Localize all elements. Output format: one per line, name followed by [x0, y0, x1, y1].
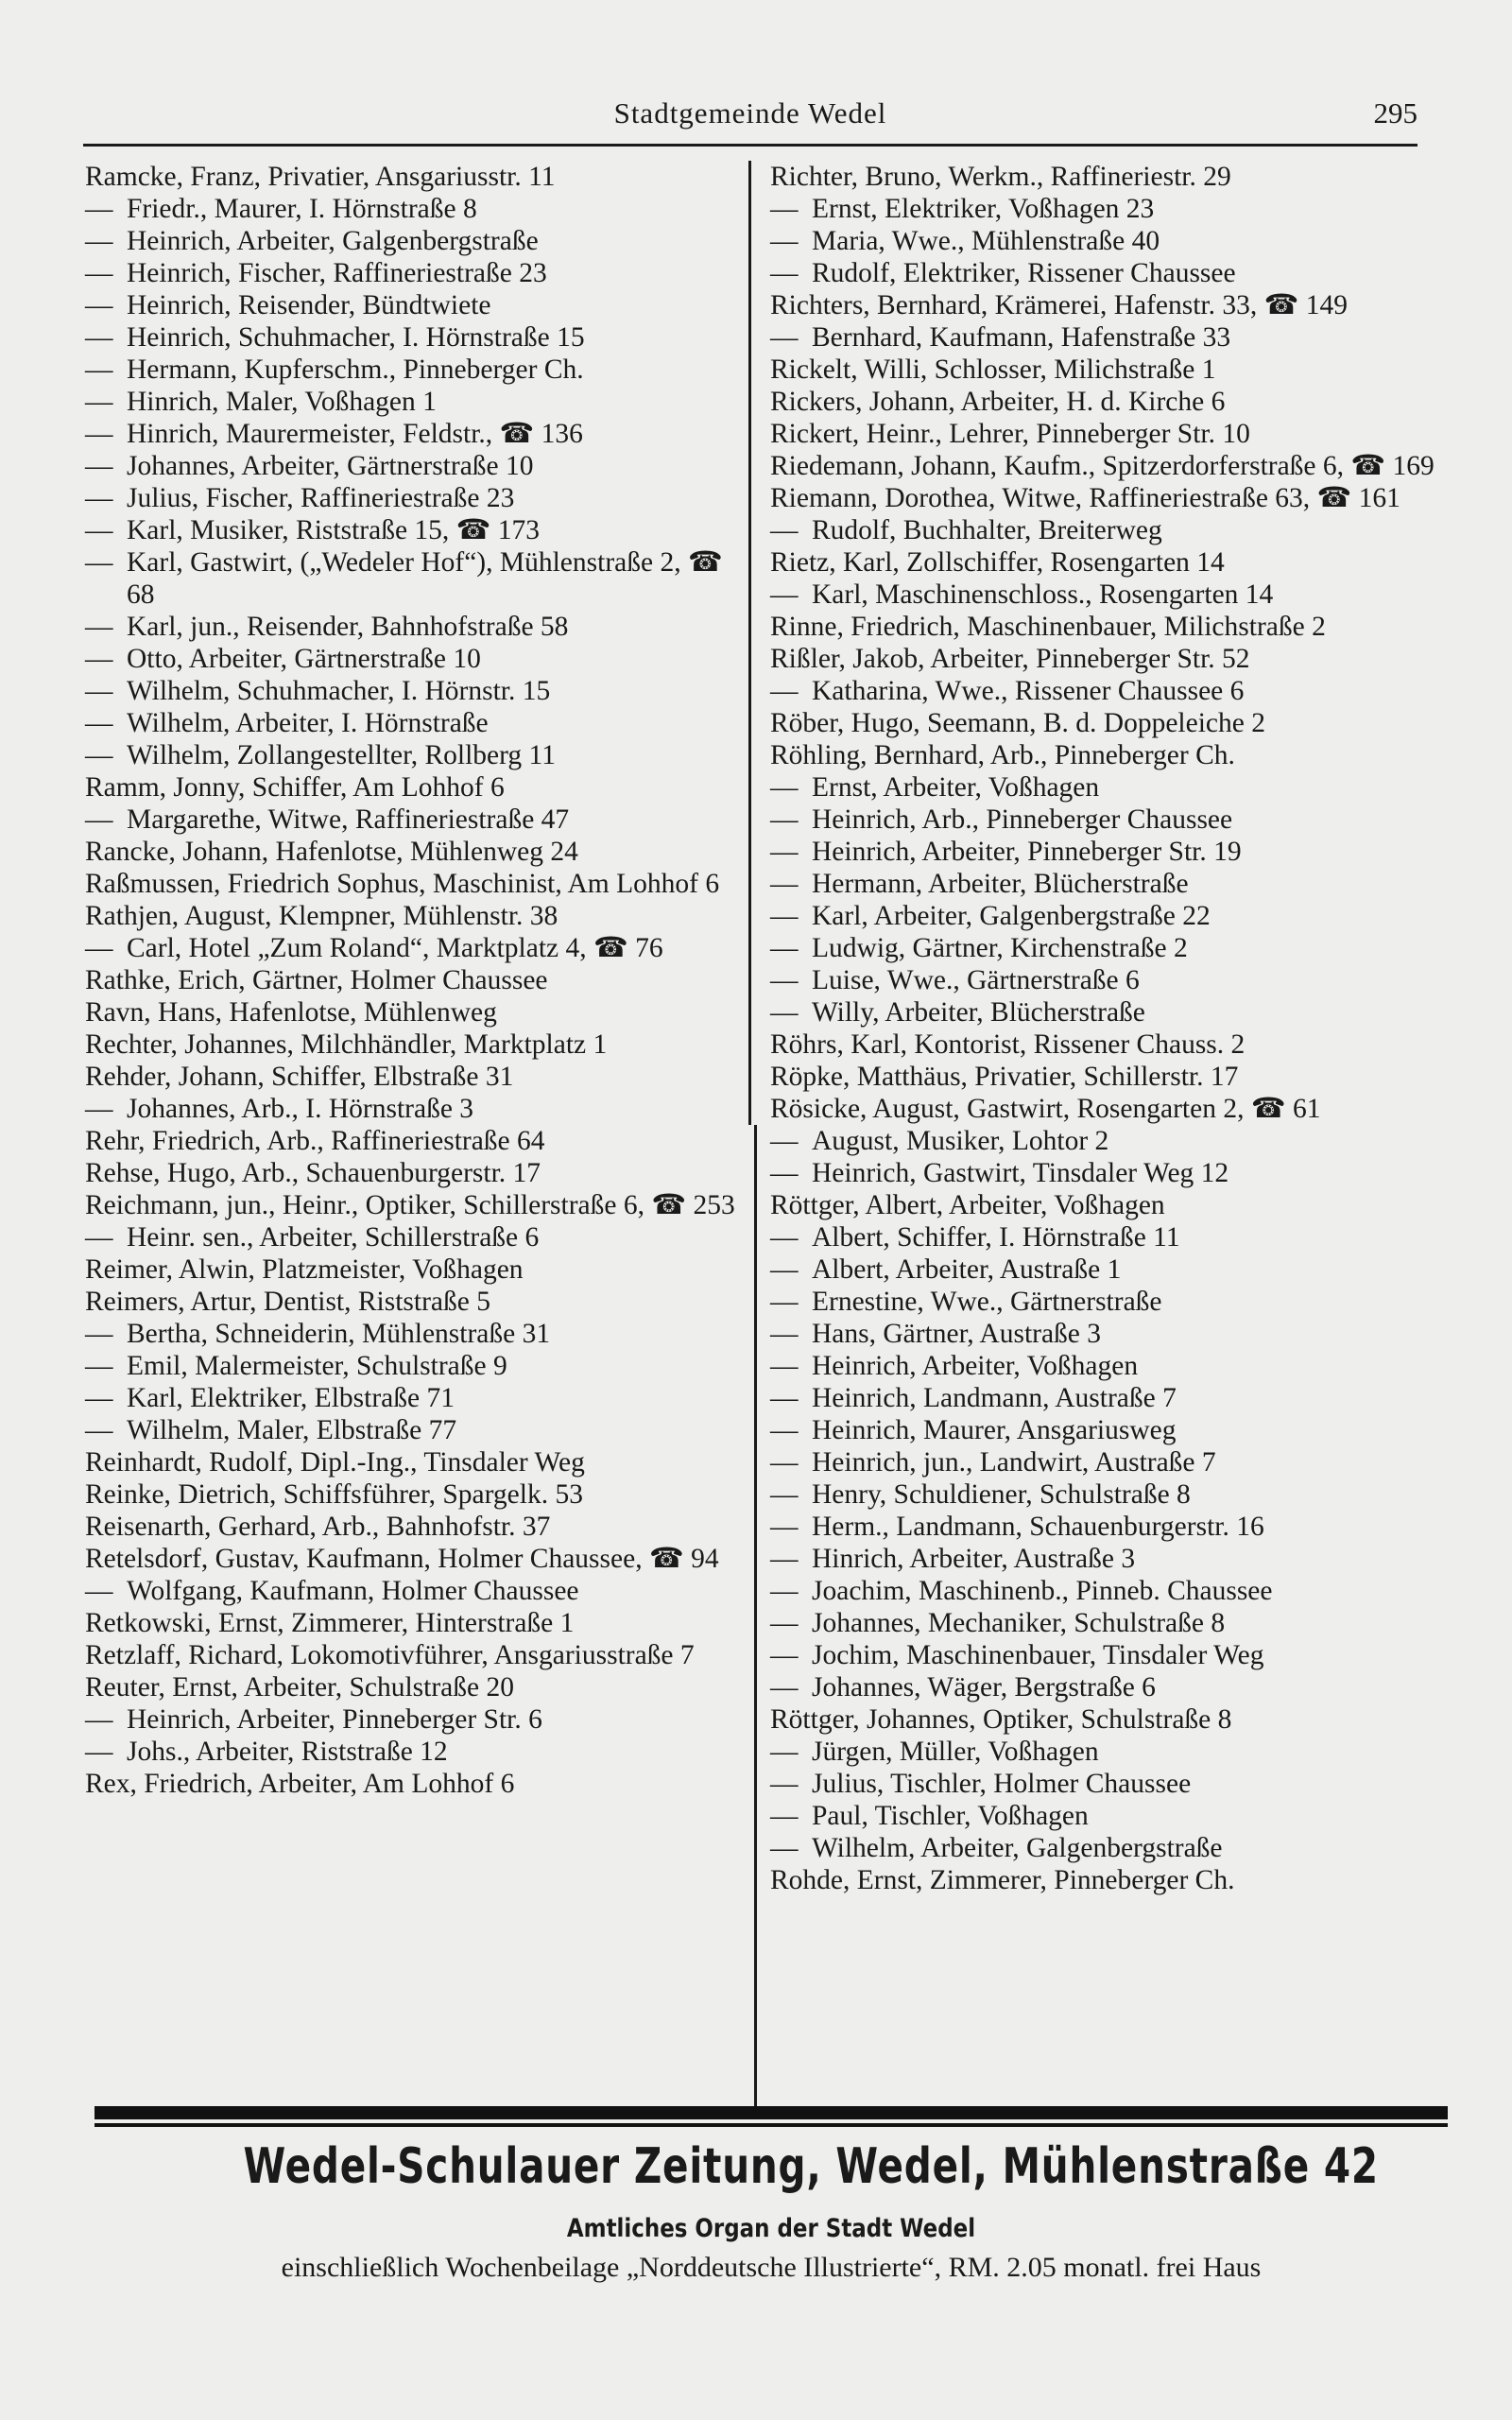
directory-entry: — Ernestine, Wwe., Gärtnerstraße	[770, 1286, 1451, 1318]
advertisement-title: Wedel-Schulauer Zeitung, Wedel, Mühlenstraße 42	[243, 2138, 1379, 2195]
directory-entry: — Johs., Arbeiter, Riststraße 12	[85, 1736, 737, 1768]
directory-entry: — Margarethe, Witwe, Raffineriestraße 47	[85, 804, 737, 836]
directory-entry: — Bernhard, Kaufmann, Hafenstraße 33	[770, 321, 1451, 354]
directory-entry: Rickers, Johann, Arbeiter, H. d. Kirche 6	[770, 387, 1226, 417]
page-header	[83, 95, 1418, 140]
header-rule	[83, 144, 1418, 147]
page-title: Stadtgemeinde Wedel	[613, 96, 887, 130]
directory-entry: — Rudolf, Elektriker, Rissener Chaussee	[770, 257, 1451, 289]
directory-entry: Rathke, Erich, Gärtner, Holmer Chaussee	[85, 965, 548, 995]
directory-entry: — Carl, Hotel „Zum Roland“, Marktplatz 4, ☎ 76	[85, 932, 737, 964]
directory-entry: — Rudolf, Buchhalter, Breiterweg	[770, 514, 1451, 546]
directory-entry: Rechter, Johannes, Milchhändler, Marktplatz 1	[85, 1029, 608, 1060]
directory-entry: Ramcke, Franz, Privatier, Ansgariusstr. 11	[85, 162, 556, 192]
directory-entry: — Wilhelm, Maler, Elbstraße 77	[85, 1414, 737, 1446]
directory-entry: — Heinr. sen., Arbeiter, Schillerstraße 6	[85, 1221, 737, 1253]
directory-entry: — Ernst, Arbeiter, Voßhagen	[770, 771, 1451, 804]
directory-entry: — Johannes, Arbeiter, Gärtnerstraße 10	[85, 450, 737, 482]
directory-entry: Rinne, Friedrich, Maschinenbauer, Milichstraße 2	[770, 612, 1326, 642]
directory-entry: Reisenarth, Gerhard, Arb., Bahnhofstr. 37	[85, 1512, 551, 1542]
directory-entry: Röhling, Bernhard, Arb., Pinneberger Ch.	[770, 740, 1235, 770]
directory-entry: — Willy, Arbeiter, Blücherstraße	[770, 996, 1451, 1028]
advertisement-line: einschließlich Wochenbeilage „Norddeutsche Illustrierte“, RM. 2.05 monatl. frei Haus	[281, 2252, 1262, 2283]
directory-entry: Reimer, Alwin, Platzmeister, Voßhagen	[85, 1254, 524, 1285]
directory-entry: — Ernst, Elektriker, Voßhagen 23	[770, 193, 1451, 225]
directory-entry: — August, Musiker, Lohtor 2	[770, 1125, 1451, 1157]
directory-entry: Rancke, Johann, Hafenlotse, Mühlenweg 24	[85, 837, 578, 867]
directory-entry: — Karl, Arbeiter, Galgenbergstraße 22	[770, 900, 1451, 932]
directory-entry: Reichmann, jun., Heinr., Optiker, Schillerstraße 6, ☎ 253	[85, 1190, 735, 1220]
directory-entry: Röttger, Albert, Arbeiter, Voßhagen	[770, 1190, 1165, 1220]
directory-entry: — Karl, Maschinenschloss., Rosengarten 14	[770, 579, 1451, 611]
directory-entry: — Heinrich, Landmann, Austraße 7	[770, 1382, 1451, 1414]
directory-entry: — Heinrich, Schuhmacher, I. Hörnstraße 15	[85, 321, 737, 354]
directory-entry: — Johannes, Arb., I. Hörnstraße 3	[85, 1093, 737, 1125]
directory-entry: — Hans, Gärtner, Austraße 3	[770, 1318, 1451, 1350]
directory-entry: Röhrs, Karl, Kontorist, Rissener Chauss. 2	[770, 1029, 1246, 1060]
directory-entry: — Heinrich, Maurer, Ansgariusweg	[770, 1414, 1451, 1446]
directory-entry: — Hermann, Arbeiter, Blücherstraße	[770, 868, 1451, 900]
directory-entry: — Hinrich, Arbeiter, Austraße 3	[770, 1543, 1451, 1575]
footer-rule	[94, 2106, 1448, 2119]
directory-entry: Röber, Hugo, Seemann, B. d. Doppeleiche 2	[770, 708, 1265, 738]
directory-entry: — Heinrich, Arbeiter, Voßhagen	[770, 1350, 1451, 1382]
footer-rule-thin	[94, 2123, 1448, 2127]
directory-entry: Rex, Friedrich, Arbeiter, Am Lohhof 6	[85, 1769, 515, 1799]
directory-entry: — Wilhelm, Schuhmacher, I. Hörnstr. 15	[85, 675, 737, 707]
directory-entry: Rehr, Friedrich, Arb., Raffineriestraße 64	[85, 1126, 545, 1156]
directory-entry: — Hinrich, Maler, Voßhagen 1	[85, 386, 737, 418]
directory-entry: — Hinrich, Maurermeister, Feldstr., ☎ 136	[85, 418, 737, 450]
directory-entry: Rietz, Karl, Zollschiffer, Rosengarten 14	[770, 547, 1225, 578]
directory-entry: — Wilhelm, Arbeiter, I. Hörnstraße	[85, 707, 737, 739]
directory-entry: Rehder, Johann, Schiffer, Elbstraße 31	[85, 1062, 514, 1092]
directory-entry: — Julius, Tischler, Holmer Chaussee	[770, 1768, 1451, 1800]
directory-entry: — Hermann, Kupferschm., Pinneberger Ch.	[85, 354, 737, 386]
directory-entry: — Heinrich, Arb., Pinneberger Chaussee	[770, 804, 1451, 836]
directory-entry: Röpke, Matthäus, Privatier, Schillerstr. 17	[770, 1062, 1239, 1092]
directory-entry: — Jürgen, Müller, Voßhagen	[770, 1736, 1451, 1768]
directory-entry: Rißler, Jakob, Arbeiter, Pinneberger Str. 52	[770, 644, 1250, 674]
left-column	[85, 161, 737, 1800]
directory-entry: Richters, Bernhard, Krämerei, Hafenstr. 33, ☎ 149	[770, 290, 1349, 320]
directory-entry: — Karl, Gastwirt, („Wedeler Hof“), Mühlenstraße 2, ☎ 68	[85, 546, 737, 611]
directory-entry: — Henry, Schuldiener, Schulstraße 8	[770, 1478, 1451, 1511]
directory-entry: Röttger, Johannes, Optiker, Schulstraße 8	[770, 1704, 1232, 1735]
directory-entry: — Heinrich, Fischer, Raffineriestraße 23	[85, 257, 737, 289]
directory-entry: — Albert, Schiffer, I. Hörnstraße 11	[770, 1221, 1451, 1253]
directory-entry: — Bertha, Schneiderin, Mühlenstraße 31	[85, 1318, 737, 1350]
directory-entry: — Albert, Arbeiter, Austraße 1	[770, 1253, 1451, 1286]
advertisement-subtitle: Amtliches Organ der Stadt Wedel	[566, 2214, 976, 2243]
directory-entry: — Otto, Arbeiter, Gärtnerstraße 10	[85, 643, 737, 675]
directory-entry: Ramm, Jonny, Schiffer, Am Lohhof 6	[85, 772, 505, 803]
directory-entry: — Joachim, Maschinenb., Pinneb. Chaussee	[770, 1575, 1451, 1607]
directory-entry: Reuter, Ernst, Arbeiter, Schulstraße 20	[85, 1672, 514, 1703]
directory-entry: — Emil, Malermeister, Schulstraße 9	[85, 1350, 737, 1382]
directory-entry: Reinke, Dietrich, Schiffsführer, Spargelk. 53	[85, 1479, 583, 1510]
directory-entry: — Julius, Fischer, Raffineriestraße 23	[85, 482, 737, 514]
directory-entry: — Heinrich, Gastwirt, Tinsdaler Weg 12	[770, 1157, 1451, 1189]
directory-entry: — Maria, Wwe., Mühlenstraße 40	[770, 225, 1451, 257]
column-divider	[748, 161, 751, 1125]
directory-entry: — Heinrich, Arbeiter, Pinneberger Str. 19	[770, 836, 1451, 868]
directory-entry: — Karl, jun., Reisender, Bahnhofstraße 58	[85, 611, 737, 643]
directory-entry: — Wilhelm, Arbeiter, Galgenbergstraße	[770, 1832, 1451, 1864]
directory-entry: — Karl, Musiker, Riststraße 15, ☎ 173	[85, 514, 737, 546]
directory-entry: Reinhardt, Rudolf, Dipl.-Ing., Tinsdaler Weg	[85, 1447, 585, 1478]
directory-entry: — Wolfgang, Kaufmann, Holmer Chaussee	[85, 1575, 737, 1607]
directory-entry: — Heinrich, Reisender, Bündtwiete	[85, 289, 737, 321]
directory-entry: Rickert, Heinr., Lehrer, Pinneberger Str. 10	[770, 419, 1250, 449]
page-number: 295	[1373, 96, 1418, 130]
directory-entry: Rickelt, Willi, Schlosser, Milichstraße 1	[770, 354, 1216, 385]
directory-entry: — Johannes, Mechaniker, Schulstraße 8	[770, 1607, 1451, 1639]
directory-entry: Ravn, Hans, Hafenlotse, Mühlenweg	[85, 997, 497, 1028]
directory-entry: Retzlaff, Richard, Lokomotivführer, Ansgariusstraße 7	[85, 1640, 695, 1670]
directory-entry: Rohde, Ernst, Zimmerer, Pinneberger Ch.	[770, 1865, 1235, 1895]
directory-entry: Retkowski, Ernst, Zimmerer, Hinterstraße 1	[85, 1608, 575, 1638]
directory-entry: Reimers, Artur, Dentist, Riststraße 5	[85, 1287, 490, 1317]
directory-entry: — Katharina, Wwe., Rissener Chaussee 6	[770, 675, 1451, 707]
directory-entry: Riedemann, Johann, Kaufm., Spitzerdorferstraße 6, ☎ 169	[770, 451, 1435, 481]
directory-entry: — Heinrich, Arbeiter, Galgenbergstraße	[85, 225, 737, 257]
directory-entry: Rathjen, August, Klempner, Mühlenstr. 38	[85, 901, 558, 931]
directory-entry: Richter, Bruno, Werkm., Raffineriestr. 29	[770, 162, 1231, 192]
directory-entry: Raßmussen, Friedrich Sophus, Maschinist, Am Lohhof 6	[85, 869, 720, 899]
directory-entry: — Herm., Landmann, Schauenburgerstr. 16	[770, 1511, 1451, 1543]
directory-entry: — Karl, Elektriker, Elbstraße 71	[85, 1382, 737, 1414]
directory-entry: Riemann, Dorothea, Witwe, Raffineriestraße 63, ☎ 161	[770, 483, 1400, 513]
directory-entry: — Luise, Wwe., Gärtnerstraße 6	[770, 964, 1451, 996]
directory-entry: Rehse, Hugo, Arb., Schauenburgerstr. 17	[85, 1158, 541, 1188]
directory-entry: — Wilhelm, Zollangestellter, Rollberg 11	[85, 739, 737, 771]
directory-entry: Retelsdorf, Gustav, Kaufmann, Holmer Chaussee, ☎ 94	[85, 1544, 719, 1574]
right-column	[770, 161, 1451, 1896]
directory-entry: — Friedr., Maurer, I. Hörnstraße 8	[85, 193, 737, 225]
column-divider	[754, 1125, 757, 2113]
directory-entry: — Johannes, Wäger, Bergstraße 6	[770, 1671, 1451, 1703]
directory-entry: — Ludwig, Gärtner, Kirchenstraße 2	[770, 932, 1451, 964]
directory-entry: — Heinrich, jun., Landwirt, Austraße 7	[770, 1446, 1451, 1478]
directory-entry: Rösicke, August, Gastwirt, Rosengarten 2, ☎ 61	[770, 1094, 1321, 1124]
directory-entry: — Heinrich, Arbeiter, Pinneberger Str. 6	[85, 1703, 737, 1736]
directory-entry: — Jochim, Maschinenbauer, Tinsdaler Weg	[770, 1639, 1451, 1671]
directory-entry: — Paul, Tischler, Voßhagen	[770, 1800, 1451, 1832]
